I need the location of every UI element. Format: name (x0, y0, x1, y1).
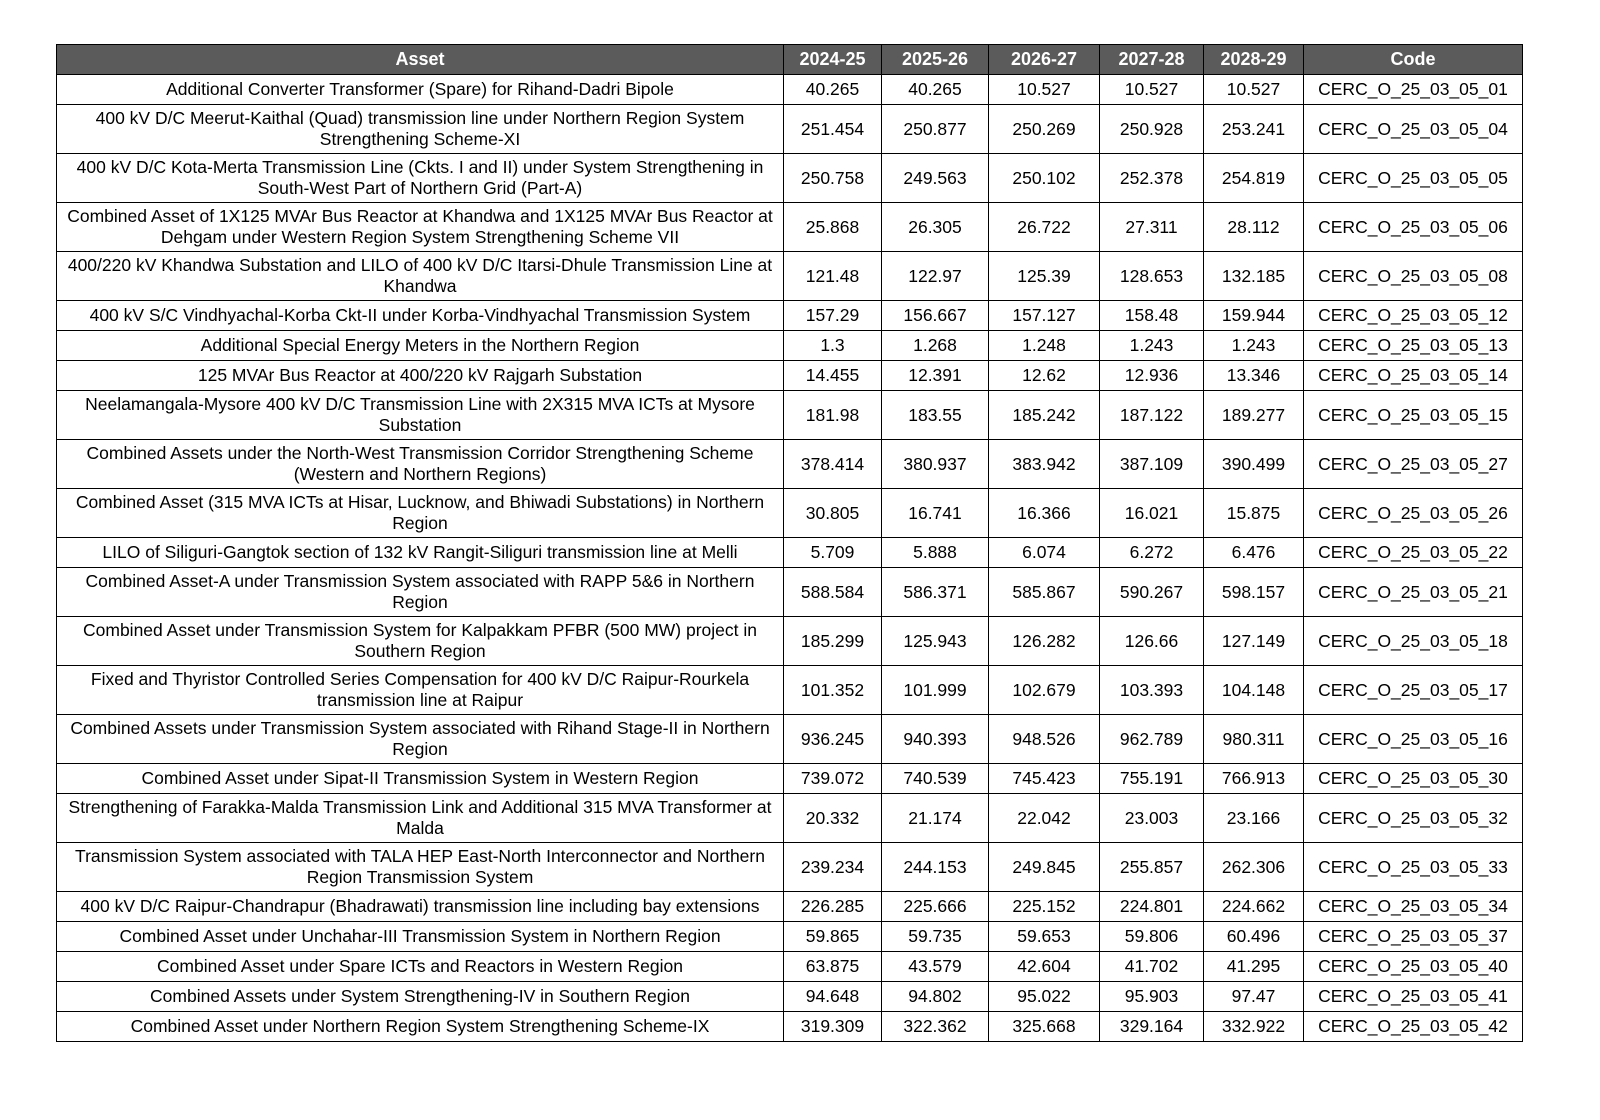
cell-asset: 400 kV D/C Meerut-Kaithal (Quad) transmission line under Northern Region System Strengthening Scheme-XI (57, 105, 784, 154)
cell-code: CERC_O_25_03_05_01 (1304, 75, 1523, 105)
cell-2026-27: 16.366 (989, 489, 1100, 538)
cell-2025-26: 125.943 (882, 617, 989, 666)
cell-2026-27: 10.527 (989, 75, 1100, 105)
cell-code: CERC_O_25_03_05_33 (1304, 843, 1523, 892)
table-row (57, 843, 1523, 892)
header-asset: Asset (57, 45, 784, 75)
cell-2026-27: 1.248 (989, 331, 1100, 361)
table-row (57, 666, 1523, 715)
cell-2028-29: 253.241 (1204, 105, 1304, 154)
cell-2026-27: 42.604 (989, 952, 1100, 982)
cell-2027-28: 59.806 (1100, 922, 1204, 952)
cell-2025-26: 380.937 (882, 440, 989, 489)
cell-asset: 400/220 kV Khandwa Substation and LILO of 400 kV D/C Itarsi-Dhule Transmission Line at Khandwa (57, 252, 784, 301)
cell-2026-27: 102.679 (989, 666, 1100, 715)
header-2026-27: 2026-27 (989, 45, 1100, 75)
cell-2024-25: 936.245 (784, 715, 882, 764)
cell-2026-27: 95.022 (989, 982, 1100, 1012)
cell-asset: Combined Asset under Unchahar-III Transmission System in Northern Region (57, 922, 784, 952)
table-row (57, 252, 1523, 301)
cell-2028-29: 60.496 (1204, 922, 1304, 952)
tariff-table (56, 44, 1523, 1042)
cell-2028-29: 224.662 (1204, 892, 1304, 922)
cell-2025-26: 322.362 (882, 1012, 989, 1042)
cell-2028-29: 254.819 (1204, 154, 1304, 203)
cell-code: CERC_O_25_03_05_27 (1304, 440, 1523, 489)
cell-2027-28: 255.857 (1100, 843, 1204, 892)
table-row (57, 568, 1523, 617)
cell-2024-25: 25.868 (784, 203, 882, 252)
cell-2024-25: 226.285 (784, 892, 882, 922)
cell-2026-27: 745.423 (989, 764, 1100, 794)
cell-2027-28: 250.928 (1100, 105, 1204, 154)
cell-2024-25: 121.48 (784, 252, 882, 301)
cell-2027-28: 27.311 (1100, 203, 1204, 252)
cell-2028-29: 390.499 (1204, 440, 1304, 489)
header-row (57, 45, 1523, 75)
cell-2028-29: 262.306 (1204, 843, 1304, 892)
cell-2024-25: 101.352 (784, 666, 882, 715)
cell-2025-26: 101.999 (882, 666, 989, 715)
cell-asset: Combined Asset of 1X125 MVAr Bus Reactor at Khandwa and 1X125 MVAr Bus Reactor at Dehgam under Western Region System Strengthening Scheme VII (57, 203, 784, 252)
cell-2028-29: 23.166 (1204, 794, 1304, 843)
cell-2025-26: 122.97 (882, 252, 989, 301)
table-row (57, 105, 1523, 154)
cell-code: CERC_O_25_03_05_30 (1304, 764, 1523, 794)
cell-2028-29: 41.295 (1204, 952, 1304, 982)
cell-2024-25: 185.299 (784, 617, 882, 666)
cell-2028-29: 132.185 (1204, 252, 1304, 301)
cell-2027-28: 95.903 (1100, 982, 1204, 1012)
cell-2027-28: 126.66 (1100, 617, 1204, 666)
cell-2026-27: 948.526 (989, 715, 1100, 764)
cell-code: CERC_O_25_03_05_13 (1304, 331, 1523, 361)
header-2025-26: 2025-26 (882, 45, 989, 75)
table-header (57, 45, 1523, 75)
cell-2027-28: 1.243 (1100, 331, 1204, 361)
cell-2024-25: 319.309 (784, 1012, 882, 1042)
cell-2027-28: 23.003 (1100, 794, 1204, 843)
cell-asset: Combined Assets under Transmission System associated with Rihand Stage-II in Northern Region (57, 715, 784, 764)
cell-asset: 400 kV D/C Raipur-Chandrapur (Bhadrawati) transmission line including bay extensions (57, 892, 784, 922)
header-2024-25: 2024-25 (784, 45, 882, 75)
cell-2028-29: 189.277 (1204, 391, 1304, 440)
table-row (57, 982, 1523, 1012)
cell-2026-27: 383.942 (989, 440, 1100, 489)
cell-code: CERC_O_25_03_05_12 (1304, 301, 1523, 331)
cell-2025-26: 26.305 (882, 203, 989, 252)
cell-2024-25: 5.709 (784, 538, 882, 568)
cell-asset: Combined Assets under the North-West Transmission Corridor Strengthening Scheme (Western and Northern Regions) (57, 440, 784, 489)
cell-2026-27: 6.074 (989, 538, 1100, 568)
cell-2024-25: 378.414 (784, 440, 882, 489)
table-row (57, 1012, 1523, 1042)
cell-code: CERC_O_25_03_05_06 (1304, 203, 1523, 252)
cell-2027-28: 590.267 (1100, 568, 1204, 617)
cell-2025-26: 5.888 (882, 538, 989, 568)
table-body (57, 75, 1523, 1042)
cell-2026-27: 26.722 (989, 203, 1100, 252)
cell-code: CERC_O_25_03_05_16 (1304, 715, 1523, 764)
cell-asset: Combined Asset under Transmission System for Kalpakkam PFBR (500 MW) project in Southern Region (57, 617, 784, 666)
cell-2025-26: 183.55 (882, 391, 989, 440)
cell-asset: Fixed and Thyristor Controlled Series Compensation for 400 kV D/C Raipur-Rourkela transmission line at Raipur (57, 666, 784, 715)
cell-2026-27: 225.152 (989, 892, 1100, 922)
cell-2027-28: 41.702 (1100, 952, 1204, 982)
cell-2028-29: 6.476 (1204, 538, 1304, 568)
cell-2028-29: 104.148 (1204, 666, 1304, 715)
cell-asset: Combined Asset under Spare ICTs and Reactors in Western Region (57, 952, 784, 982)
cell-code: CERC_O_25_03_05_37 (1304, 922, 1523, 952)
table-row (57, 538, 1523, 568)
table-row (57, 794, 1523, 843)
table-row (57, 301, 1523, 331)
cell-2024-25: 250.758 (784, 154, 882, 203)
table-row (57, 203, 1523, 252)
cell-code: CERC_O_25_03_05_04 (1304, 105, 1523, 154)
cell-asset: Additional Special Energy Meters in the Northern Region (57, 331, 784, 361)
cell-2024-25: 14.455 (784, 361, 882, 391)
table-row (57, 892, 1523, 922)
header-code: Code (1304, 45, 1523, 75)
cell-2025-26: 16.741 (882, 489, 989, 538)
cell-2025-26: 250.877 (882, 105, 989, 154)
cell-code: CERC_O_25_03_05_41 (1304, 982, 1523, 1012)
table-row (57, 75, 1523, 105)
cell-code: CERC_O_25_03_05_34 (1304, 892, 1523, 922)
cell-asset: Combined Asset under Northern Region System Strengthening Scheme-IX (57, 1012, 784, 1042)
cell-code: CERC_O_25_03_05_26 (1304, 489, 1523, 538)
cell-2025-26: 940.393 (882, 715, 989, 764)
cell-2025-26: 586.371 (882, 568, 989, 617)
cell-2027-28: 103.393 (1100, 666, 1204, 715)
table-row (57, 617, 1523, 666)
cell-2027-28: 252.378 (1100, 154, 1204, 203)
cell-2028-29: 159.944 (1204, 301, 1304, 331)
cell-2026-27: 325.668 (989, 1012, 1100, 1042)
table-row (57, 331, 1523, 361)
table-row (57, 764, 1523, 794)
cell-2024-25: 30.805 (784, 489, 882, 538)
cell-asset: Additional Converter Transformer (Spare) for Rihand-Dadri Bipole (57, 75, 784, 105)
table-row (57, 361, 1523, 391)
cell-asset: Transmission System associated with TALA HEP East-North Interconnector and Northern Region Transmission System (57, 843, 784, 892)
cell-asset: Combined Asset-A under Transmission System associated with RAPP 5&6 in Northern Region (57, 568, 784, 617)
cell-2028-29: 766.913 (1204, 764, 1304, 794)
cell-2025-26: 43.579 (882, 952, 989, 982)
cell-2026-27: 249.845 (989, 843, 1100, 892)
table-row (57, 440, 1523, 489)
cell-code: CERC_O_25_03_05_15 (1304, 391, 1523, 440)
cell-2025-26: 244.153 (882, 843, 989, 892)
cell-code: CERC_O_25_03_05_17 (1304, 666, 1523, 715)
cell-2027-28: 962.789 (1100, 715, 1204, 764)
cell-2027-28: 10.527 (1100, 75, 1204, 105)
cell-2027-28: 224.801 (1100, 892, 1204, 922)
cell-2028-29: 15.875 (1204, 489, 1304, 538)
cell-asset: Neelamangala-Mysore 400 kV D/C Transmission Line with 2X315 MVA ICTs at Mysore Substation (57, 391, 784, 440)
cell-2026-27: 126.282 (989, 617, 1100, 666)
cell-2026-27: 22.042 (989, 794, 1100, 843)
table-row (57, 154, 1523, 203)
cell-2027-28: 329.164 (1100, 1012, 1204, 1042)
cell-asset: 400 kV D/C Kota-Merta Transmission Line (Ckts. I and II) under System Strengthening in South-West Part of Northern Grid (Part-A) (57, 154, 784, 203)
cell-2025-26: 21.174 (882, 794, 989, 843)
cell-2026-27: 157.127 (989, 301, 1100, 331)
cell-2026-27: 250.269 (989, 105, 1100, 154)
cell-asset: Combined Asset under Sipat-II Transmission System in Western Region (57, 764, 784, 794)
cell-code: CERC_O_25_03_05_42 (1304, 1012, 1523, 1042)
table-row (57, 489, 1523, 538)
cell-2024-25: 157.29 (784, 301, 882, 331)
cell-2027-28: 128.653 (1100, 252, 1204, 301)
header-2028-29: 2028-29 (1204, 45, 1304, 75)
cell-2025-26: 12.391 (882, 361, 989, 391)
table-row (57, 391, 1523, 440)
cell-2028-29: 28.112 (1204, 203, 1304, 252)
cell-2028-29: 1.243 (1204, 331, 1304, 361)
cell-2024-25: 63.875 (784, 952, 882, 982)
cell-code: CERC_O_25_03_05_08 (1304, 252, 1523, 301)
cell-2028-29: 980.311 (1204, 715, 1304, 764)
cell-2026-27: 185.242 (989, 391, 1100, 440)
cell-2025-26: 40.265 (882, 75, 989, 105)
table-row (57, 715, 1523, 764)
cell-2024-25: 239.234 (784, 843, 882, 892)
cell-2027-28: 12.936 (1100, 361, 1204, 391)
cell-2026-27: 12.62 (989, 361, 1100, 391)
cell-2027-28: 387.109 (1100, 440, 1204, 489)
cell-2027-28: 16.021 (1100, 489, 1204, 538)
cell-2028-29: 97.47 (1204, 982, 1304, 1012)
cell-code: CERC_O_25_03_05_21 (1304, 568, 1523, 617)
cell-asset: Strengthening of Farakka-Malda Transmission Link and Additional 315 MVA Transformer at Malda (57, 794, 784, 843)
cell-2024-25: 588.584 (784, 568, 882, 617)
cell-code: CERC_O_25_03_05_18 (1304, 617, 1523, 666)
cell-code: CERC_O_25_03_05_32 (1304, 794, 1523, 843)
cell-2026-27: 59.653 (989, 922, 1100, 952)
cell-2028-29: 13.346 (1204, 361, 1304, 391)
cell-2024-25: 20.332 (784, 794, 882, 843)
cell-code: CERC_O_25_03_05_40 (1304, 952, 1523, 982)
cell-2025-26: 94.802 (882, 982, 989, 1012)
header-2027-28: 2027-28 (1100, 45, 1204, 75)
cell-2028-29: 10.527 (1204, 75, 1304, 105)
cell-2025-26: 1.268 (882, 331, 989, 361)
cell-2028-29: 598.157 (1204, 568, 1304, 617)
cell-asset: 125 MVAr Bus Reactor at 400/220 kV Rajgarh Substation (57, 361, 784, 391)
cell-2026-27: 125.39 (989, 252, 1100, 301)
cell-2026-27: 585.867 (989, 568, 1100, 617)
cell-2026-27: 250.102 (989, 154, 1100, 203)
cell-2025-26: 156.667 (882, 301, 989, 331)
cell-2024-25: 1.3 (784, 331, 882, 361)
cell-2024-25: 40.265 (784, 75, 882, 105)
cell-2027-28: 6.272 (1100, 538, 1204, 568)
cell-2024-25: 251.454 (784, 105, 882, 154)
cell-2025-26: 59.735 (882, 922, 989, 952)
table-row (57, 952, 1523, 982)
cell-2027-28: 755.191 (1100, 764, 1204, 794)
cell-2028-29: 332.922 (1204, 1012, 1304, 1042)
cell-code: CERC_O_25_03_05_05 (1304, 154, 1523, 203)
cell-code: CERC_O_25_03_05_14 (1304, 361, 1523, 391)
cell-code: CERC_O_25_03_05_22 (1304, 538, 1523, 568)
cell-2025-26: 740.539 (882, 764, 989, 794)
cell-2024-25: 181.98 (784, 391, 882, 440)
cell-2025-26: 225.666 (882, 892, 989, 922)
cell-2025-26: 249.563 (882, 154, 989, 203)
cell-2024-25: 94.648 (784, 982, 882, 1012)
cell-2024-25: 59.865 (784, 922, 882, 952)
cell-asset: 400 kV S/C Vindhyachal-Korba Ckt-II under Korba-Vindhyachal Transmission System (57, 301, 784, 331)
cell-asset: Combined Asset (315 MVA ICTs at Hisar, Lucknow, and Bhiwadi Substations) in Northern Region (57, 489, 784, 538)
cell-2027-28: 158.48 (1100, 301, 1204, 331)
table-row (57, 922, 1523, 952)
cell-asset: LILO of Siliguri-Gangtok section of 132 kV Rangit-Siliguri transmission line at Melli (57, 538, 784, 568)
cell-2024-25: 739.072 (784, 764, 882, 794)
cell-asset: Combined Assets under System Strengthening-IV in Southern Region (57, 982, 784, 1012)
cell-2028-29: 127.149 (1204, 617, 1304, 666)
cell-2027-28: 187.122 (1100, 391, 1204, 440)
